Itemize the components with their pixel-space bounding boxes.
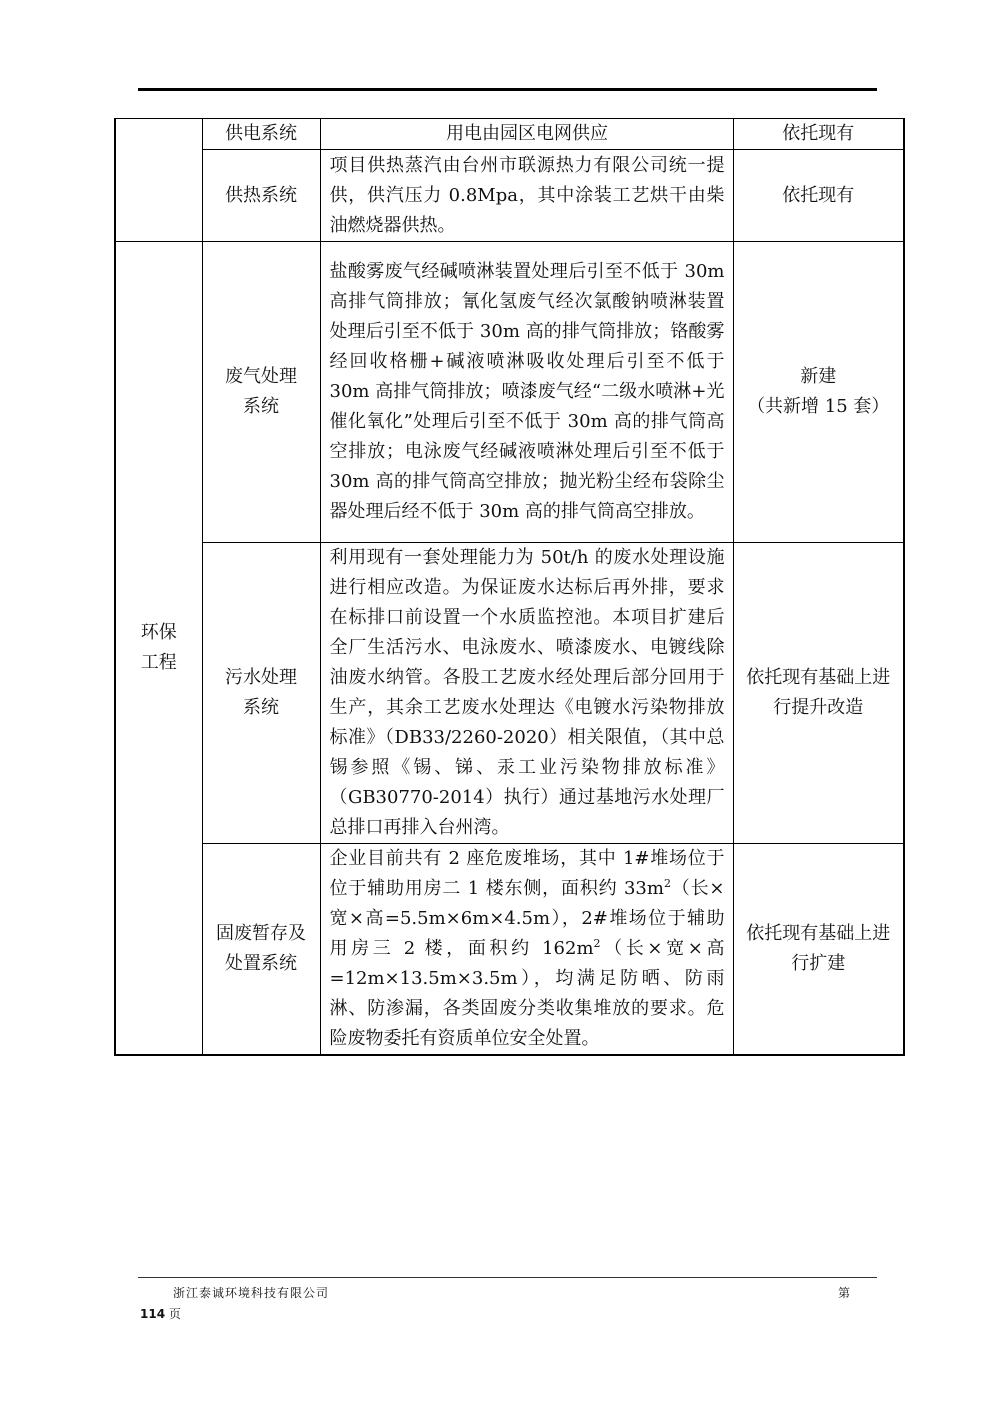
footer-page-prefix: 第 bbox=[838, 1286, 851, 1300]
table-row bbox=[115, 119, 904, 150]
note-cell bbox=[733, 543, 904, 844]
system-cell: 供电系统 bbox=[202, 119, 320, 150]
note-cell bbox=[733, 844, 904, 1056]
table-row bbox=[115, 150, 904, 242]
system-cell bbox=[202, 543, 320, 844]
page-suffix: 页 bbox=[168, 1307, 181, 1321]
note-cell: 依托现有 bbox=[733, 119, 904, 150]
superscript: 2 bbox=[663, 877, 671, 890]
description-text: 企业目前共有 2 座危废堆场，其中 1#堆场位于位于辅助用房二 1 楼东侧，面积约 33m bbox=[329, 848, 725, 899]
system-label: 固废暂存及处置系统 bbox=[216, 923, 306, 974]
description-cell: 利用现有一套处理能力为 50t/h 的废水处理设施进行相应改造。为保证废水达标后再外排，要求在标排口前设置一个水质监控池。本项目扩建后全厂生活污水、电泳废水、喷漆废水、电镀线除油废水纳管。各股工艺废水经处理后部分回用于生产，其余工艺废水处理达《电镀水污染物排放标准》（DB33/2260-2020）相关限值，（其中总锡参照《锡、锑、汞工业污染物排放标准》（GB30770-2014）执行）通过基地污水处理厂总排口再排入台州湾。 bbox=[320, 543, 733, 844]
category-cell-empty bbox=[115, 119, 202, 242]
system-label: 污水处理系统 bbox=[225, 667, 297, 718]
description-text: （长×宽×高=12m×13.5m×3.5m），均满足防晒、防雨淋、防渗漏，各类固废分类收集堆放的要求。危险废物委托有资质单位安全处置。 bbox=[329, 938, 725, 1049]
category-cell bbox=[115, 242, 202, 1056]
system-label: 废气处理系统 bbox=[225, 366, 297, 417]
table-row bbox=[115, 844, 904, 1056]
system-cell: 供热系统 bbox=[202, 150, 320, 242]
footer-rule bbox=[138, 1277, 877, 1278]
header-rule bbox=[138, 88, 877, 91]
description-cell bbox=[320, 844, 733, 1056]
category-label: 环保工程 bbox=[140, 622, 177, 673]
footer-page-number bbox=[140, 1305, 181, 1322]
description-cell: 盐酸雾废气经碱喷淋装置处理后引至不低于 30m 高排气筒排放；氰化氢废气经次氯酸钠喷淋装置处理后引至不低于 30m 高的排气筒排放；铬酸雾经回收格栅+碱液喷淋吸收处理后引至不低于 30m 高排气筒排放；喷漆废气经“二级水喷淋+光催化氧化”处理后引至不低于 30m 高的排气筒高空排放；电泳废气经碱液喷淋处理后引至不低于 30m 高的排气筒高空排放；抛光粉尘经布袋除尘器处理后经不低于 30m 高的排气筒高空排放。 bbox=[320, 242, 733, 543]
description-text: （长×宽×高=5.5m×6m×4.5m），2#堆场位于辅助用房三 2 楼，面积约 162m bbox=[329, 878, 725, 959]
table-row bbox=[115, 543, 904, 844]
system-cell bbox=[202, 844, 320, 1056]
note-cell bbox=[733, 242, 904, 543]
project-table bbox=[114, 118, 905, 1056]
description-cell: 项目供热蒸汽由台州市联源热力有限公司统一提供，供汽压力 0.8Mpa，其中涂装工艺烘干由柴油燃烧器供热。 bbox=[320, 150, 733, 242]
page-number: 114 bbox=[140, 1307, 166, 1321]
system-cell bbox=[202, 242, 320, 543]
note-label: 依托现有基础上进行提升改造 bbox=[746, 667, 891, 718]
table-row bbox=[115, 242, 904, 543]
note-cell: 依托现有 bbox=[733, 150, 904, 242]
note-line: （共新增 15 套） bbox=[747, 396, 890, 417]
note-line: 新建 bbox=[800, 366, 837, 387]
footer-company: 浙江泰诚环境科技有限公司 bbox=[173, 1286, 330, 1300]
note-label: 依托现有基础上进行扩建 bbox=[746, 923, 891, 974]
description-cell: 用电由园区电网供应 bbox=[320, 119, 733, 150]
superscript: 2 bbox=[593, 937, 601, 950]
